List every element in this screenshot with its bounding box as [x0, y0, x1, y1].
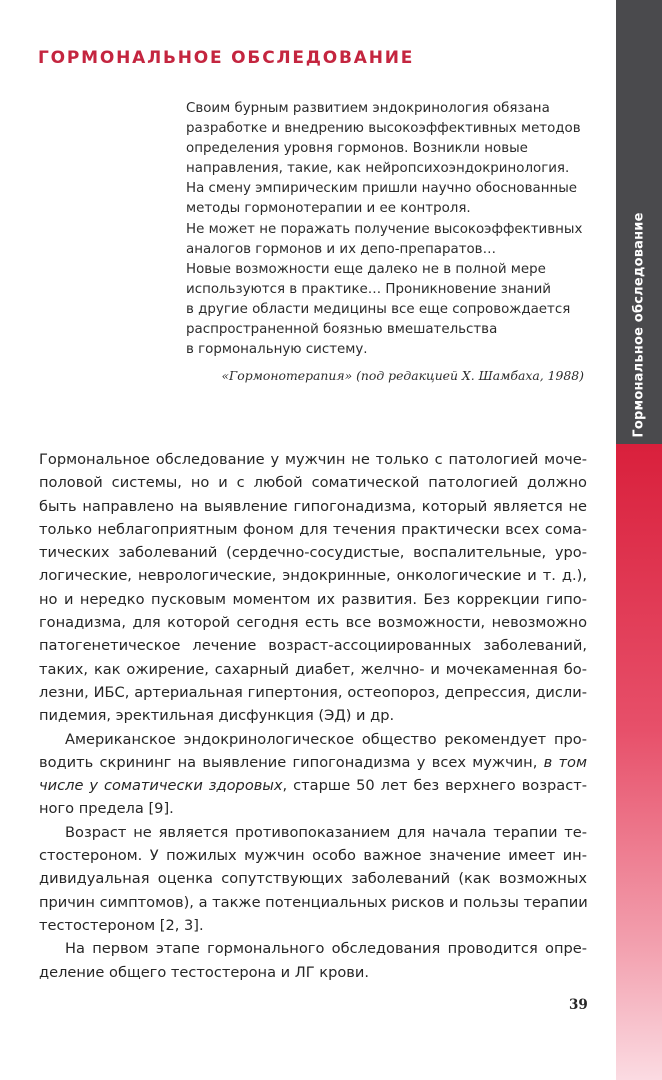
epigraph-line: На смену эмпирическим пришли научно обоснованные	[186, 181, 578, 197]
body-line: тестостероном [2, 3].	[39, 916, 204, 934]
body-line: Возраст не является противопоказанием для начала терапии те-	[65, 823, 587, 841]
body-line: только неблагоприятным фоном для течения практически всех сома-	[39, 520, 587, 538]
side-tab-label: Гормональное обследование	[631, 212, 647, 438]
body-line	[39, 774, 587, 797]
body-line: причин симптомов), а также потенциальных рисков и пользы терапии	[39, 893, 588, 911]
epigraph-line: направления, такие, как нейропсихоэндокринология.	[186, 161, 570, 177]
body-line: На первом этапе гормонального обследования проводится опре-	[65, 940, 587, 958]
body-text-run: , старше 50 лет без верхнего возраст-	[282, 777, 587, 795]
epigraph-line: Не может не поражать получение высокоэффективных	[186, 221, 583, 237]
paragraph-4	[39, 937, 587, 984]
epigraph-source: «Гормонотерапия» (под редакцией Х. Шамбаха, 1988)	[221, 368, 584, 384]
body-line: стостероном. У пожилых мужчин особо важное значение имеет ин-	[39, 847, 587, 865]
body-line: но и нередко пусковым моментом их развития. Без коррекции гипо-	[39, 590, 587, 608]
epigraph-line: Своим бурным развитием эндокринология обязана	[186, 101, 550, 116]
page-title: ГОРМОНАЛЬНОЕ ОБСЛЕДОВАНИЕ	[38, 48, 415, 68]
body-line: гонадизма, для которой сегодня есть все возможности, невозможно	[39, 614, 587, 632]
body-line: патогенетическое лечение возраст-ассоциированных заболеваний,	[39, 637, 587, 655]
body-line: дивидуальная оценка сопутствующих заболеваний (как возможных	[39, 870, 587, 888]
body-line: ного предела [9].	[39, 800, 174, 818]
body-line: половой системы, но и с любой соматической патологией должно	[39, 474, 587, 492]
body-line: таких, как ожирение, сахарный диабет, желчно- и мочекаменная бо-	[39, 660, 587, 678]
epigraph-line: в гормональную систему.	[186, 342, 368, 358]
paragraph-1	[39, 448, 587, 728]
epigraph-line: распространенной боязнью вмешательства	[186, 322, 498, 338]
body-text-run: водить скрининг на выявление гипогонадизма у всех мужчин,	[39, 753, 544, 771]
epigraph-line: используются в практике… Проникновение знаний	[186, 281, 552, 297]
body-text	[39, 448, 587, 984]
body-line: Американское эндокринологическое общество рекомендует про-	[65, 730, 587, 748]
epigraph-line: в другие области медицины все еще сопровождается	[186, 301, 571, 317]
body-line: быть направлено на выявление гипогонадизма, который является не	[39, 497, 587, 515]
paragraph-3	[39, 821, 587, 937]
body-line: лезни, ИБС, артериальная гипертония, остеопороз, депрессия, дисли-	[39, 683, 587, 701]
body-line: логические, неврологические, эндокринные, онкологические и т. д.),	[39, 567, 587, 585]
body-line: тических заболеваний (сердечно-сосудистые, воспалительные, уро-	[39, 544, 587, 562]
paragraph-2	[39, 728, 587, 821]
body-line: пидемия, эректильная дисфункция (ЭД) и др.	[39, 707, 395, 725]
epigraph-line: методы гормонотерапии и ее контроля.	[186, 201, 471, 217]
epigraph	[186, 99, 596, 386]
emphasis-text: в том	[543, 753, 587, 771]
epigraph-line: аналогов гормонов и их депо-препаратов…	[186, 241, 496, 257]
epigraph-line: определения уровня гормонов. Возникли новые	[186, 141, 528, 157]
emphasis-text: числе у соматически здоровых	[39, 777, 283, 795]
epigraph-line: разработке и внедрению высокоэффективных методов	[186, 121, 581, 137]
side-tab-red-band	[616, 444, 662, 1080]
page-number: 39	[569, 997, 588, 1013]
body-line: Гормональное обследование у мужчин не только с патологией моче-	[39, 451, 587, 468]
epigraph-line: Новые возможности еще далеко не в полной мере	[186, 261, 546, 277]
body-line	[39, 751, 587, 774]
body-line: деление общего тестостерона и ЛГ крови.	[39, 963, 370, 981]
